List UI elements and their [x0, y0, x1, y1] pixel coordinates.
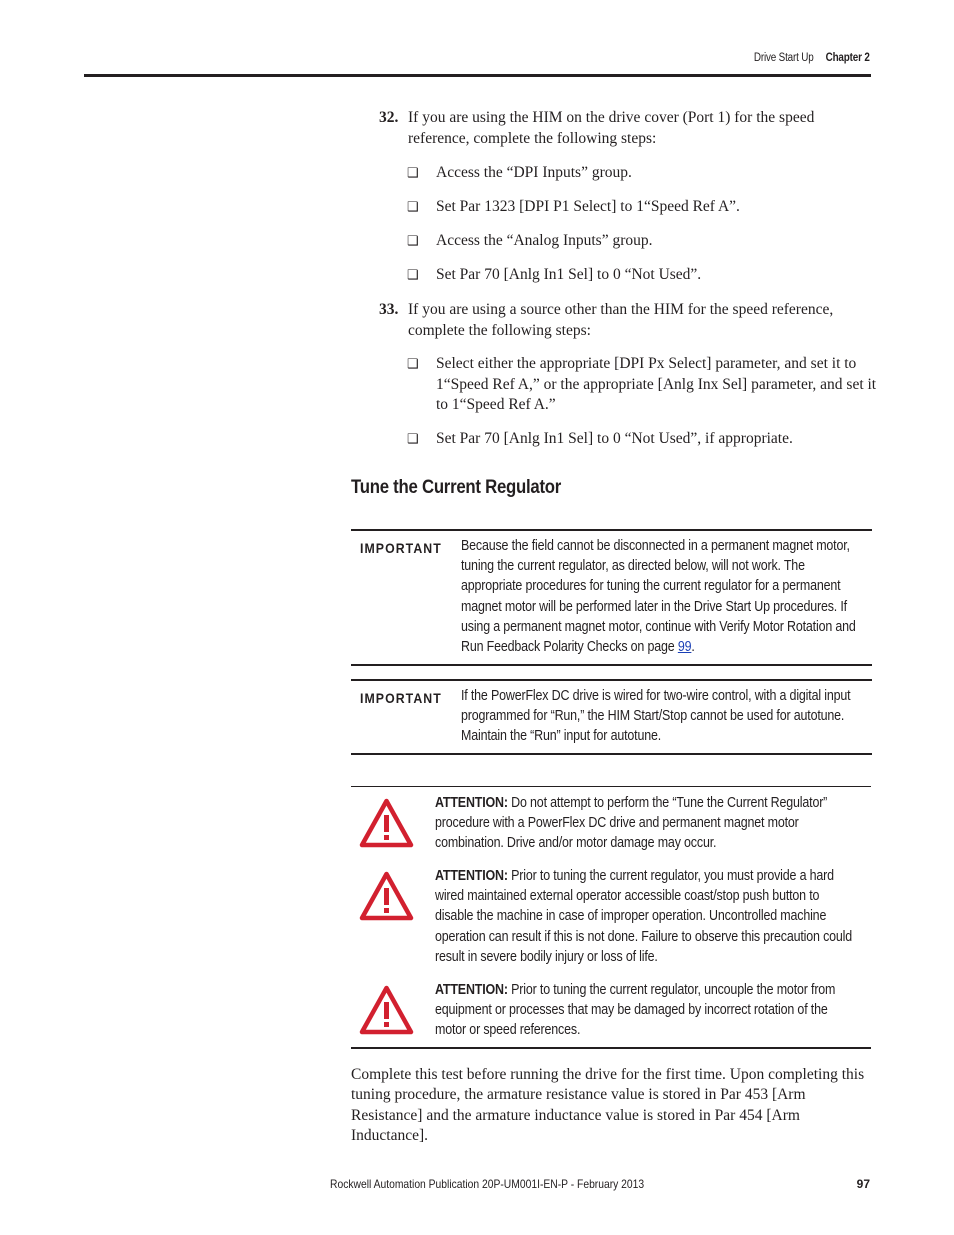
checklist-item: ❑ Set Par 1323 [DPI P1 Select] to 1“Speed Ref A”. [407, 197, 877, 218]
closing-paragraph: Complete this test before running the drive for the first time. Upon completing this tuning procedure, the armature resistance value is stored in Par 453 [Arm Resistance] and the armature inductance value is stored in Par 454 [Arm Inductance]. [351, 1066, 865, 1144]
checkbox-icon: ❑ [407, 267, 419, 282]
checklist-item: ❑ Set Par 70 [Anlg In1 Sel] to 0 “Not Used”, if appropriate. [407, 429, 877, 450]
warning-triangle-icon [359, 871, 414, 921]
page-number: 97 [856, 1177, 870, 1191]
step-text: If you are using the HIM on the drive cover (Port 1) for the speed reference, complete the following steps: [408, 109, 815, 147]
checklist-item: ❑ Set Par 70 [Anlg In1 Sel] to 0 “Not Used”. [407, 265, 877, 286]
checklist-item: ❑ Access the “DPI Inputs” group. [407, 163, 877, 184]
attention-box [351, 786, 871, 1049]
important-callout [351, 679, 872, 755]
step-number: 33. [379, 301, 399, 318]
important-label: IMPORTANT [360, 690, 442, 706]
important-text: If the PowerFlex DC drive is wired for two-wire control, with a digital input programmed for “Run,” the HIM Start/Stop cannot be used for autotune. Maintain the “Run” input for autotune. [461, 688, 851, 745]
header-rule [84, 74, 871, 77]
header-chapter: Chapter 2 [825, 52, 870, 64]
attention-text: ATTENTION: Do not attempt to perform the “Tune the Current Regulator” procedure with a PowerFlex DC drive and permanent magnet motor combination. Drive and/or motor damage may occur. [435, 795, 828, 852]
checkbox-icon: ❑ [407, 199, 419, 214]
page-header [0, 0, 954, 80]
checklist-item: ❑ Access the “Analog Inputs” group. [407, 231, 877, 252]
section-heading: Tune the Current Regulator [351, 476, 562, 498]
checkbox-icon: ❑ [407, 233, 419, 248]
checkbox-icon: ❑ [407, 165, 419, 180]
attention-text: ATTENTION: Prior to tuning the current regulator, uncouple the motor from equipment or processes that may be damaged by incorrect rotation of the motor or speed references. [435, 982, 836, 1039]
checkbox-icon: ❑ [407, 431, 419, 446]
checkbox-icon: ❑ [407, 356, 419, 371]
step-33 [379, 300, 879, 341]
important-label: IMPORTANT [360, 540, 442, 556]
warning-triangle-icon [359, 985, 414, 1035]
header-section: Drive Start Up [754, 52, 814, 64]
running-header [754, 52, 870, 64]
step-text: If you are using a source other than the HIM for the speed reference, complete the following steps: [408, 301, 834, 339]
important-callout [351, 529, 872, 666]
step-number: 32. [379, 109, 399, 126]
important-text: Because the field cannot be disconnected in a permanent magnet motor, tuning the current regulator, as directed below, will not work. The appropriate procedures for tuning the current regulator for a permanent magnet motor will be performed later in the Drive Start Up procedures. If using a permanent magnet motor, continue with Verify Motor Rotation and Run Feedback Polarity Checks on page 99. [461, 538, 856, 656]
attention-text: ATTENTION: Prior to tuning the current regulator, you must provide a hard wired maintained external operator accessible coast/stop push button to disable the machine in case of improper operation. Uncontrolled machine operation can result if this is not done. Failure to observe this precaution could result in severe bodily injury or loss of life. [435, 868, 853, 965]
step-32 [379, 108, 879, 149]
footer-publication: Rockwell Automation Publication 20P-UM001I-EN-P - February 2013 [330, 1177, 645, 1191]
page-link[interactable]: 99 [677, 639, 692, 656]
checklist-item: ❑ Select either the appropriate [DPI Px Select] parameter, and set it to 1“Speed Ref A,” or the appropriate [Anlg Inx Sel] parameter, and set it to 1“Speed Ref A.” [407, 355, 877, 413]
warning-triangle-icon [359, 798, 414, 848]
